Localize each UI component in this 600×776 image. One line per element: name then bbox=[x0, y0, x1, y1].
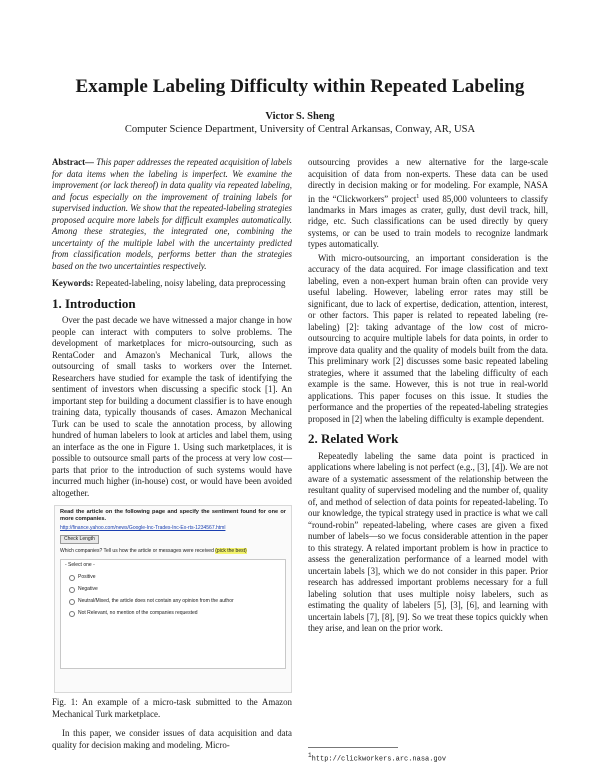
figure-option[interactable] bbox=[69, 610, 281, 617]
figure-option-label: Not Relevant, no mention of the companies requested bbox=[78, 610, 198, 616]
right-column bbox=[308, 157, 548, 637]
intro-continued-text-b: used 85,000 volunteers to classify landmarks in Mars images as crater, gully, dust devil track, hill, ridge, etc. Such classifications can be used directly by query systems, or can be used to train models to recognize landmark types automatically. bbox=[308, 193, 548, 250]
radio-icon[interactable] bbox=[69, 587, 75, 593]
figure-1-caption: Fig. 1: An example of a micro-task submitted to the Amazon Mechanical Turk marketplace. bbox=[52, 697, 292, 719]
intro-paragraph-continued bbox=[308, 157, 548, 251]
intro-paragraph-3: With micro-outsourcing, an important consideration is the accuracy of the data acquired. For image classification and text labeling, even a non-expert human brain often can provide very useful labeling. However, labeling error rates may still be significant, due to lack of expertise, dedication, attention, interest, or other factors. This paper is related to repeated labeling (re-labeling) [2]: taking advantage of the low cost of micro-outsourcing to acquire multiple labels for data points, in order to improve data quality and the quality of models built from the data. This preliminary work [2] discusses some basic repeated labeling strategies, where it assumed that the labeling difficulty of each example is the same. However, this is not true in real-world applications. This paper focuses on this issue. It studies the performance and the properties of the repeated-labeling strategies proposed in [2] when the labeling difficulty is example dependent. bbox=[308, 252, 548, 424]
abstract-text: This paper addresses the repeated acquisition of labels for data items when the labeling is imperfect. We examine the improvement (or lack thereof) in data quality via repeated labeling, and focus especially on the improvement of training labels for supervised induction. We show that the repeated-labeling strategies proposed acquire more labels for difficult examples automatically. Among these strategies, the integrated one, combining the uncertainty of the multiple label with the uncertainty predicted from classification models, performs better than the strategies based on the two uncertainties respectively. bbox=[52, 157, 292, 271]
footnote-number: 1 bbox=[308, 752, 312, 759]
paper-title: Example Labeling Difficulty within Repeated Labeling bbox=[75, 76, 525, 97]
footnote bbox=[308, 752, 548, 763]
keywords-text: Repeated-labeling, noisy labeling, data preprocessing bbox=[93, 278, 286, 288]
abstract bbox=[52, 157, 292, 272]
radio-icon[interactable] bbox=[69, 611, 75, 617]
figure-option[interactable] bbox=[69, 586, 281, 593]
figure-question-highlight: (pick the best) bbox=[215, 548, 247, 554]
figure-question-text: Which companies? Tell us how the article or messages were received bbox=[60, 548, 214, 554]
abstract-label: Abstract— bbox=[52, 157, 94, 167]
figure-article-link[interactable]: http://finance.yahoo.com/news/Google-Inc-Trades-Inc-Ex-rts-1234567.html bbox=[60, 525, 226, 531]
section-heading-introduction: 1. Introduction bbox=[52, 295, 136, 311]
figure-check-button[interactable]: Check Length bbox=[60, 535, 99, 544]
figure-option[interactable] bbox=[69, 574, 281, 581]
keywords-label: Keywords: bbox=[52, 278, 94, 288]
author-name: Victor S. Sheng bbox=[265, 111, 335, 122]
radio-icon[interactable] bbox=[69, 575, 75, 581]
figure-select[interactable]: - Select one - bbox=[65, 562, 95, 568]
radio-icon[interactable] bbox=[69, 599, 75, 605]
footnote-url[interactable]: http://clickworkers.arc.nasa.gov bbox=[311, 755, 447, 764]
figure-option[interactable] bbox=[69, 598, 281, 605]
related-paragraph-1: Repeatedly labeling the same data point is practiced in applications where labeling is not perfect (e.g., [3], [4]). We are not aware of a systematic assessment of the relationship between the resultant quality of supervised modeling and the number of, quality of, and method of selection of data points for repeated-labeling. To our knowledge, the typical strategy used in practice is what we call “round-robin” repeated-labeling, where cases are given a fixed number of labels—so we focus considerable attention in the paper to this strategy. A related important problem is how in practice to assess the generalization performance of a learned model with uncertain labels [3], which we do not consider in this paper. Prior research has addressed important problems necessary for a full labeling solution that uses multiple noisy labelers, such as estimating the quality of labelers [5], [3], [6], and learning with uncertain labels [7], [8], [9]. So we treat these topics quickly when they arise, and lean on the prior work. bbox=[308, 450, 548, 634]
intro-paragraph-2: In this paper, we consider issues of data acquisition and data quality for decision making and modeling. Micro- bbox=[52, 728, 292, 750]
intro-continued-text-a: outsourcing provides a new alternative for the large-scale acquisition of data from non-experts. These data can be used directly in decision making or for modeling. For example, NASA in the “Clickworkers” project bbox=[308, 157, 548, 204]
footnote-marker: 1 bbox=[416, 193, 420, 200]
left-column bbox=[52, 157, 292, 753]
keywords bbox=[52, 278, 292, 290]
footnote-rule bbox=[308, 747, 398, 748]
figure-option-label: Neutral/Mixed, the article does not contain any opinion from the author bbox=[78, 598, 234, 604]
figure-option-label: Negative bbox=[78, 586, 98, 592]
section-heading-related-work: 2. Related Work bbox=[308, 431, 399, 447]
intro-paragraph-1: Over the past decade we have witnessed a major change in how people can interact with computers to solve problems. The development of marketplaces for micro-outsourcing, such as RentaCoder and Amazon's Mechanical Turk, allows the outsourcing of small tasks to workers over the Internet. Researchers have studied for example the task of identifying the sentiment of investors when discussing a specific stock [1]. An important step for building a document classifier is to have enough training data, typically thousands of cases. Amazon Mechanical Turk can be used to scale the annotation process, by allowing hundred of human labelers to look at articles and label them, using an interface as the one in Figure 1. Using such marketplaces, it is possible to outsource small parts of the process at very low cost—parts that prior to the introduction of such systems would have incurred much higher (in-house) cost, or would have been avoided altogether. bbox=[52, 315, 292, 498]
figure-option-label: Positive bbox=[78, 574, 96, 580]
figure-question bbox=[55, 547, 291, 556]
author-affiliation: Computer Science Department, University of Central Arkansas, Conway, AR, USA bbox=[124, 124, 476, 135]
figure-1-screenshot bbox=[54, 505, 292, 693]
figure-instruction: Read the article on the following page and specify the sentiment found for one or more companies. bbox=[60, 509, 286, 522]
figure-answer-box bbox=[60, 559, 286, 669]
